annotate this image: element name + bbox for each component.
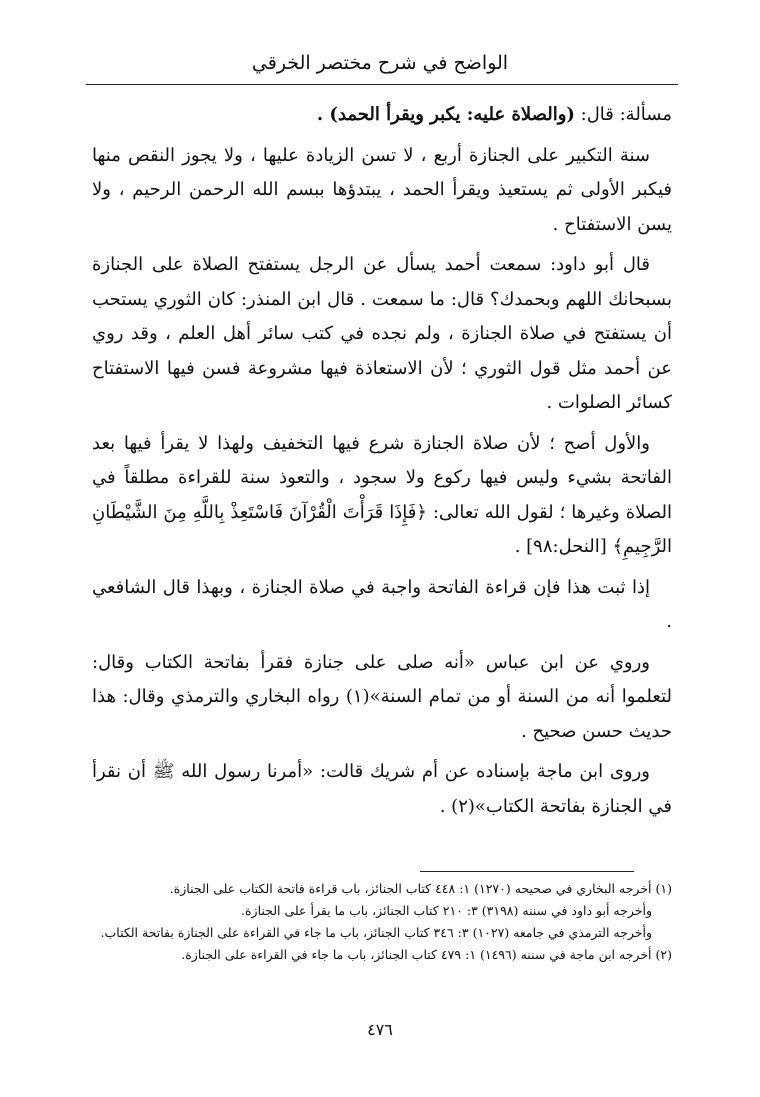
paragraph-4: إذا ثبت هذا فإن قراءة الفاتحة واجبة في صلاة الجنازة ، وبهذا قال الشافعي .: [92, 576, 672, 632]
main-text: [92, 98, 672, 830]
paragraph-6: وروى ابن ماجة بإسناده عن أم شريك قالت: «أمرنا رسول الله ﷺ أن نقرأ في الجنازة بفاتحة الكتاب»(٢) .: [92, 761, 672, 817]
footnote-2: (٢) أخرجه ابن ماجة في سننه (١٤٩٦) ١: ٤٧٩ كتاب الجنائز، باب ما جاء في القراءة على الجنازة.: [181, 947, 672, 962]
running-header: الواضح في شرح مختصر الخرقي: [251, 52, 509, 74]
header-rule: [86, 84, 678, 85]
page-number: ٤٧٦: [367, 1020, 393, 1039]
issue-heading: [92, 98, 672, 133]
paragraph-1: سنة التكبير على الجنازة أربع ، لا تسن الزيادة عليها ، ولا يجوز النقص منها فيكبر الأولى ثم يستعيذ ويقرأ الحمد ، يبتدؤها ببسم الله الرحمن الرحيم ، ولا يسن الاستفتاح .: [92, 144, 672, 235]
footnote-1-b: وأخرجه أبو داود في سننه (٣١٩٨) ٣: ٢١٠ كتاب الجنائز، باب ما يقرأ على الجنازة.: [241, 903, 652, 918]
paragraph-3: والأول أصح ؛ لأن صلاة الجنازة شرع فيها التخفيف ولهذا لا يقرأ فيها بعد الفاتحة بشيء وليس فيها ركوع ولا سجود ، والتعوذ سنة للقراءة مطلقاً في الصلاة وغيرها ؛ لقول الله تعالى: ﴿فَإِذَا قَرَأْتَ الْقُرْآنَ فَاسْتَعِذْ بِاللَّهِ مِنَ الشَّيْطَانِ الرَّجِيمِ﴾ [النحل:٩٨] .: [92, 432, 672, 557]
issue-text: (والصلاة عليه: يكبر ويقرأ الحمد) .: [316, 104, 575, 125]
paragraph-2: قال أبو داود: سمعت أحمد يسأل عن الرجل يستفتح الصلاة على الجنازة بسبحانك اللهم وبحمدك؟ قال: ما سمعت . قال ابن المنذر: كان الثوري يستحب أن يستفتح في صلاة الجنازة ، ولم نجده في كتب سائر أهل العلم ، وقد روي عن أحمد مثل قول الثوري ؛ لأن الاستعاذة فيها مشروعة فسن فيها الاستفتاح كسائر الصلوات .: [92, 254, 672, 413]
footnote-rule: [420, 871, 634, 872]
paragraph-5: وروي عن ابن عباس «أنه صلى على جنازة فقرأ بفاتحة الكتاب وقال: لتعلموا أنه من السنة أو من تمام السنة»(١) رواه البخاري والترمذي وقال: هذا حديث حسن صحيح .: [92, 651, 672, 742]
footnote-1: (١) أخرجه البخاري في صحيحه (١٢٧٠) ١: ٤٤٨ كتاب الجنائز، باب قراءة فاتحة الكتاب على الجنازة.: [169, 881, 672, 896]
issue-label: مسألة: قال:: [580, 104, 672, 125]
footnote-1-c: وأخرجه الترمذي في جامعه (١٠٢٧) ٣: ٣٤٦ كتاب الجنائز، باب ما جاء في القراءة على الجنازة بفاتحة الكتاب.: [100, 925, 652, 940]
footnotes: [100, 878, 672, 966]
